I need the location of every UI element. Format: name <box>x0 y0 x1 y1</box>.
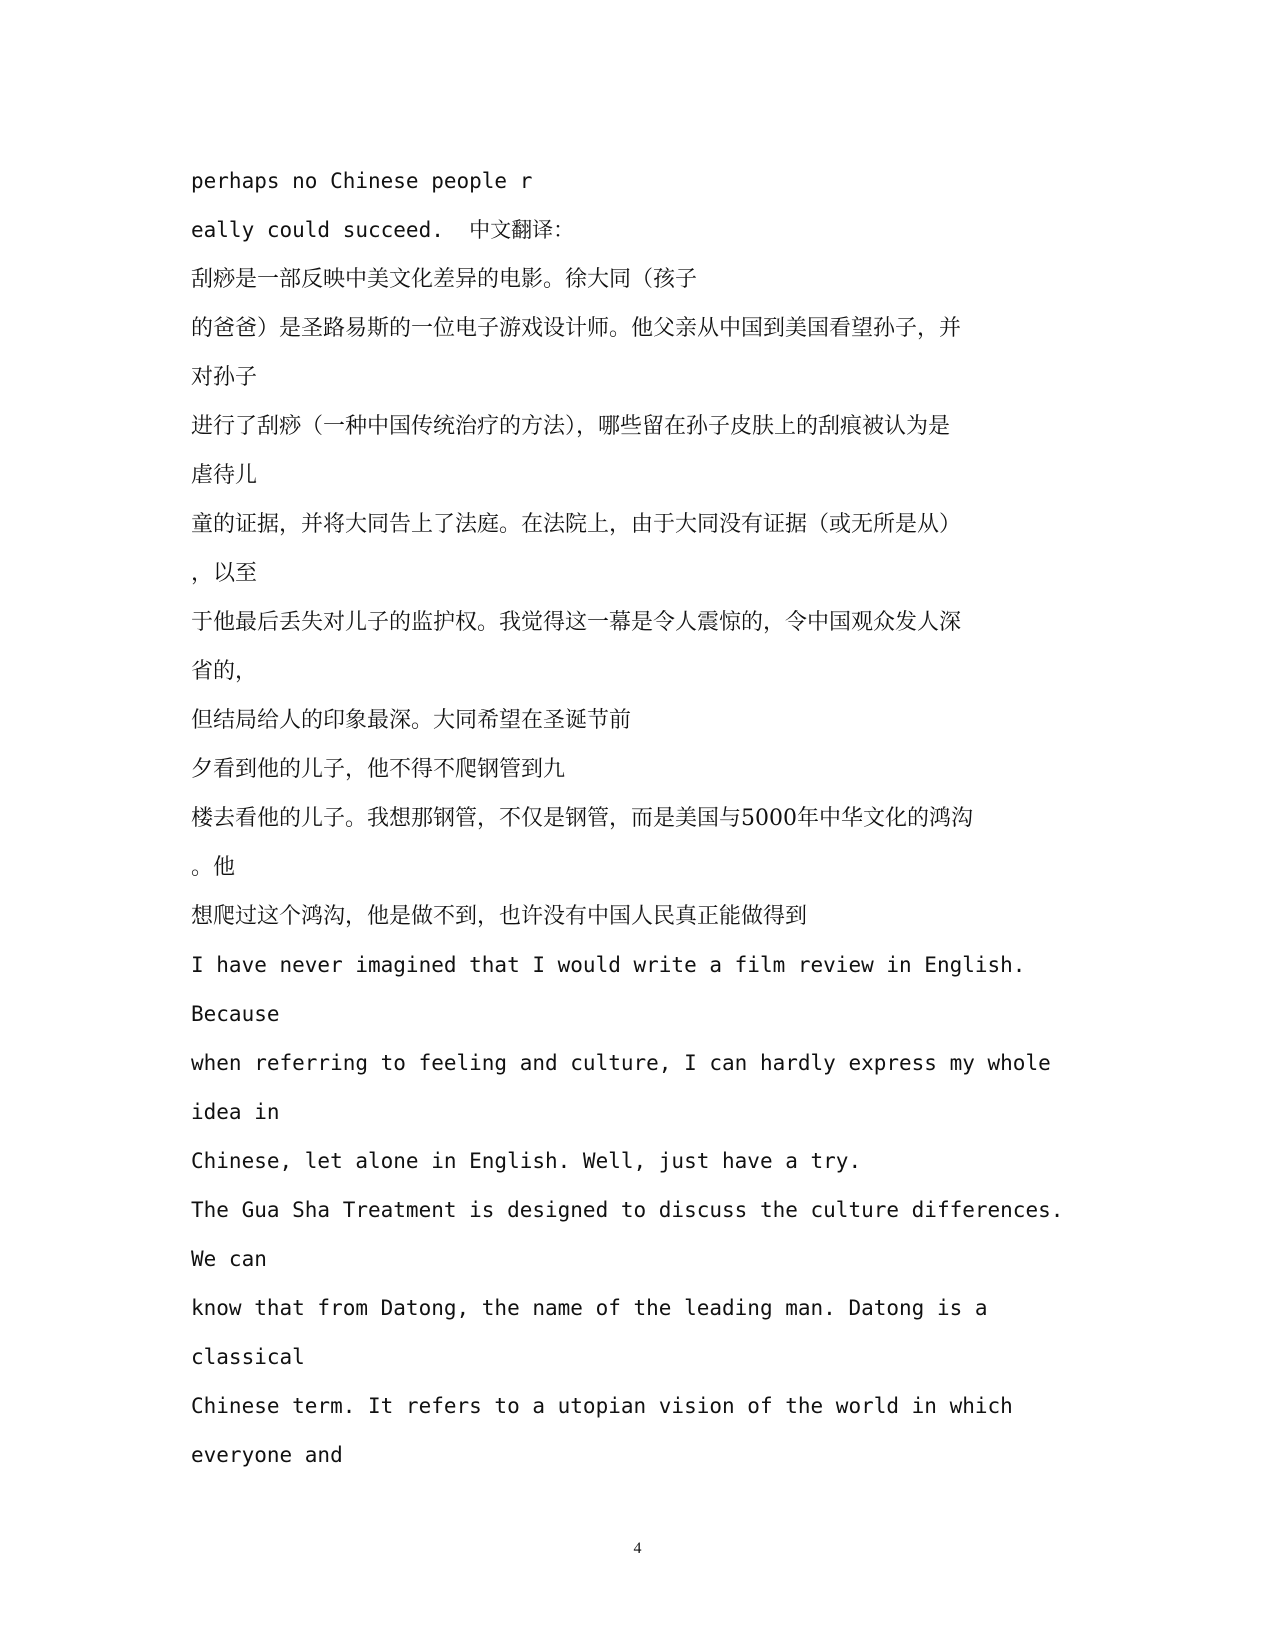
text-line: ，以至 <box>191 561 258 586</box>
text-line: 的爸爸）是圣路易斯的一位电子游戏设计师。他父亲从中国到美国看望孙子，并 <box>191 316 962 341</box>
text-line: 但结局给人的印象最深。大同希望在圣诞节前 <box>191 708 632 733</box>
text-line: perhaps no Chinese people r <box>191 169 533 193</box>
text-line: know that from Datong, the name of the leading man. Datong is a <box>191 1296 988 1320</box>
text-line: 进行了刮痧（一种中国传统治疗的方法），哪些留在孙子皮肤上的刮痕被认为是 <box>191 414 951 439</box>
text-line: classical <box>191 1345 305 1369</box>
text-line: Because <box>191 1002 280 1026</box>
text-line: I have never imagined that I would write a film review in English. <box>191 953 1026 977</box>
text-line: when referring to feeling and culture, I can hardly express my whole <box>191 1051 1051 1075</box>
text-line: The Gua Sha Treatment is designed to discuss the culture differences. <box>191 1198 1064 1222</box>
text-line: 童的证据，并将大同告上了法庭。在法院上，由于大同没有证据（或无所是从） <box>191 512 962 537</box>
text-line: everyone and <box>191 1443 343 1467</box>
text-line: Chinese term. It refers to a utopian vision of the world in which <box>191 1394 1013 1418</box>
text-line: We can <box>191 1247 267 1271</box>
text-line: eally could succeed. 中文翻译： <box>191 218 575 242</box>
text-line: 刮痧是一部反映中美文化差异的电影。徐大同（孩子 <box>191 267 698 292</box>
text-line: Chinese, let alone in English. Well, just have a try. <box>191 1149 862 1173</box>
text-line: 虐待儿 <box>191 463 258 488</box>
text-line: 省的， <box>191 659 258 684</box>
text-line: 夕看到他的儿子，他不得不爬钢管到九 <box>191 757 566 782</box>
text-line: 想爬过这个鸿沟，他是做不到，也许没有中国人民真正能做得到 <box>191 904 808 929</box>
text-line: 楼去看他的儿子。我想那钢管，不仅是钢管，而是美国与5000年中华文化的鸿沟 <box>191 806 973 831</box>
text-line: 对孙子 <box>191 365 258 390</box>
text-line: idea in <box>191 1100 280 1124</box>
text-line: 于他最后丢失对儿子的监护权。我觉得这一幕是令人震惊的，令中国观众发人深 <box>191 610 962 635</box>
text-line: 。他 <box>191 855 236 880</box>
page-number: 4 <box>633 1540 642 1557</box>
body-text <box>191 157 1091 1480</box>
